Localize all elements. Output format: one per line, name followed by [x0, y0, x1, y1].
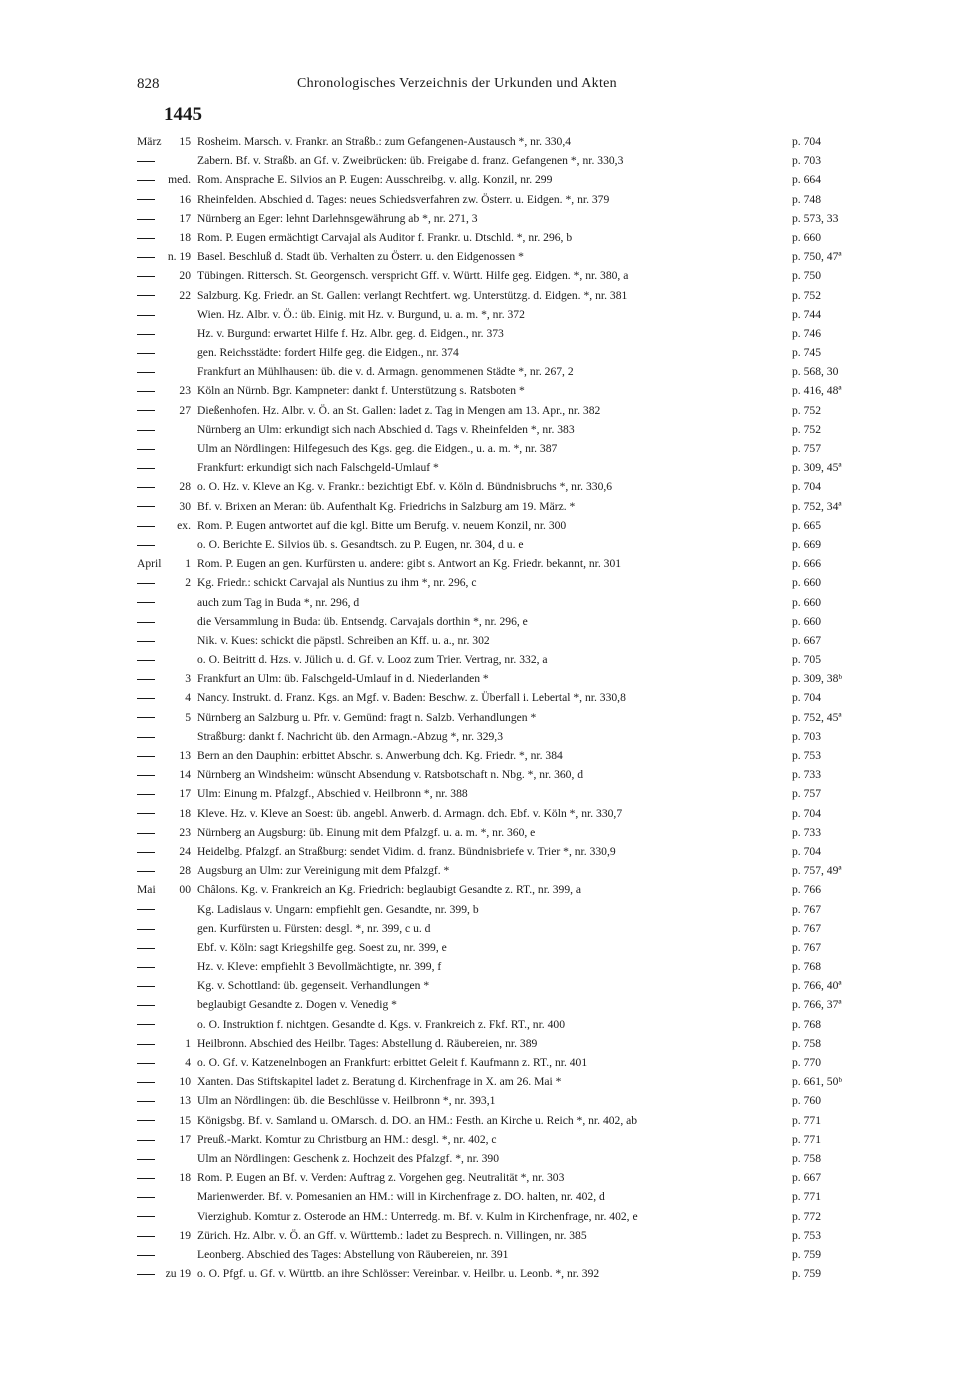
- entry-page-ref: p. 771: [792, 1132, 821, 1146]
- entry-text: Xanten. Das Stiftskapitel ladet z. Beratung d. Kirchenfrage in X. am 26. Mai *: [197, 1075, 562, 1089]
- entry-row: [137, 132, 867, 151]
- entry-page-ref: p. 309, 38ᵇ: [792, 672, 842, 686]
- entry-text: Basel. Beschluß d. Stadt üb. Verhalten zu Österr. u. den Eidgenossen *: [197, 250, 524, 264]
- entry-text: gen. Kurfürsten u. Fürsten: desgl. *, nr. 399, c u. d: [197, 921, 431, 935]
- ditto-mark: [137, 995, 169, 1014]
- ditto-mark: [137, 362, 169, 381]
- entry-row: [137, 324, 867, 343]
- entry-page-ref: p. 748: [792, 192, 821, 206]
- entry-text: Tübingen. Rittersch. St. Georgensch. verspricht Gff. v. Württ. Hilfe geg. Eidgen. *, nr. 380, a: [197, 269, 629, 283]
- entry-row: [137, 362, 867, 381]
- entry-page-ref: p. 757, 49ª: [792, 864, 842, 878]
- entry-row: [137, 401, 867, 420]
- ditto-mark: [137, 976, 169, 995]
- entry-page-ref: p. 746: [792, 326, 821, 340]
- entry-row: [137, 516, 867, 535]
- entry-text: Rom. P. Eugen ermächtigt Carvajal als Auditor f. Frankr. u. Dtschld. *, nr. 296, b: [197, 230, 573, 244]
- entry-page-ref: p. 766, 37ª: [792, 998, 842, 1012]
- entry-row: [137, 669, 867, 688]
- entry-row: [137, 1072, 867, 1091]
- entry-page-ref: p. 704: [792, 691, 821, 705]
- entry-page-ref: p. 703: [792, 154, 821, 168]
- entry-text: Frankfurt an Mühlhausen: üb. die v. d. Armagn. genommenen Städte *, nr. 267, 2: [197, 365, 574, 379]
- ditto-mark: [137, 439, 169, 458]
- entry-row: [137, 573, 867, 592]
- entry-row: [137, 554, 867, 573]
- entry-text: auch zum Tag in Buda *, nr. 296, d: [197, 595, 360, 609]
- entry-page-ref: p. 752: [792, 422, 821, 436]
- entry-page-ref: p. 667: [792, 1171, 821, 1185]
- entry-page-ref: p. 759: [792, 1247, 821, 1261]
- entry-day: 17: [179, 211, 191, 225]
- entry-text: beglaubigt Gesandte z. Dogen v. Venedig *: [197, 998, 397, 1012]
- entry-text: Kg. Ladislaus v. Ungarn: empfiehlt gen. Gesandte, nr. 399, b: [197, 902, 479, 916]
- entry-text: o. O. Gf. v. Katzenelnbogen an Frankfurt: erbittet Geleit f. Kaufmann z. RT., nr. 401: [197, 1056, 588, 1069]
- entry-row: [137, 804, 867, 823]
- entry-row: [137, 458, 867, 477]
- entry-row: [137, 343, 867, 362]
- entry-page-ref: p. 745: [792, 346, 821, 360]
- entry-text: Bf. v. Brixen an Meran: üb. Aufenthalt Kg. Friedrichs in Salzburg am 19. März. *: [197, 499, 576, 513]
- ditto-mark: [137, 324, 169, 343]
- entry-page-ref: p. 704: [792, 135, 821, 148]
- entry-row: [137, 420, 867, 439]
- entry-month: April: [137, 557, 162, 571]
- entry-row: [137, 1207, 867, 1226]
- entry-day: 13: [179, 1094, 191, 1108]
- entry-text: Vierzighub. Komtur z. Osterode an HM.: Unterredg. m. Bf. v. Kulm in Kirchenfrage, nr. 402, e: [197, 1209, 638, 1223]
- entry-text: Rosheim. Marsch. v. Frankr. an Straßb.: zum Gefangenen-Austausch *, nr. 330,4: [197, 135, 572, 148]
- entry-row: [137, 190, 867, 209]
- entry-month: März: [137, 135, 162, 148]
- entry-row: [137, 1264, 867, 1283]
- entry-row: [137, 746, 867, 765]
- entry-row: [137, 1034, 867, 1053]
- entry-page-ref: p. 767: [792, 902, 821, 916]
- entry-day: n. 19: [167, 250, 191, 264]
- entry-day: 18: [179, 806, 191, 820]
- entry-page-ref: p. 766: [792, 883, 821, 897]
- entry-text: Heidelbg. Pfalzgf. an Straßburg: sendet Vidim. d. franz. Bündnisbriefe v. Trier *, nr. 330,9: [197, 844, 616, 858]
- entry-row: [137, 228, 867, 247]
- ditto-mark: [137, 938, 169, 957]
- entry-text: Leonberg. Abschied des Tages: Abstellung von Räubereien, nr. 391: [197, 1247, 509, 1261]
- entry-page-ref: p. 660: [792, 230, 821, 244]
- entry-page-ref: p. 704: [792, 806, 821, 820]
- entry-page-ref: p. 667: [792, 633, 821, 647]
- entry-text: Rheinfelden. Abschied d. Tages: neues Schiedsverfahren zw. Österr. u. Eidgen. *, nr. 379: [197, 192, 610, 206]
- entry-row: [137, 1149, 867, 1168]
- ditto-mark: [137, 727, 169, 746]
- entry-row: [137, 688, 867, 707]
- entry-page-ref: p. 665: [792, 518, 821, 532]
- ditto-mark: [137, 1245, 169, 1264]
- entry-text: Rom. P. Eugen antwortet auf die kgl. Bitte um Berufg. v. neuem Konzil, nr. 300: [197, 518, 567, 532]
- ditto-mark: [137, 343, 169, 362]
- entry-row: [137, 1111, 867, 1130]
- entry-day: ex.: [177, 518, 191, 532]
- entry-page-ref: p. 752, 45ª: [792, 710, 842, 724]
- entry-page-ref: p. 416, 48ª: [792, 384, 842, 398]
- entry-row: [137, 727, 867, 746]
- entry-page-ref: p. 666: [792, 557, 821, 571]
- entry-row: [137, 170, 867, 189]
- entry-text: Königsbg. Bf. v. Samland u. OMarsch. d. DO. an HM.: Festh. an Kirche u. Reich *, nr. 402, ab: [197, 1113, 638, 1127]
- entry-row: [137, 305, 867, 324]
- entry-day: 16: [179, 192, 191, 206]
- entry-text: Ulm an Nördlingen: üb. die Beschlüsse v. Heilbronn *, nr. 393,1: [197, 1094, 496, 1108]
- ditto-mark: [137, 420, 169, 439]
- entry-text: Dießenhofen. Hz. Albr. v. Ö. an St. Gallen: ladet z. Tag in Mengen am 13. Apr., nr. 382: [197, 403, 601, 417]
- entry-day: 4: [185, 691, 191, 705]
- page-header: [137, 76, 817, 98]
- entry-text: Ebf. v. Köln: sagt Kriegshilfe geg. Soest zu, nr. 399, e: [197, 940, 447, 954]
- entry-text: Zürich. Hz. Albr. v. Ö. an Gff. v. Württemb.: ladet zu Besprech. n. Villingen, nr. 385: [197, 1228, 587, 1242]
- entry-text: die Versammlung in Buda: üb. Entsendg. Carvajals dorthin *, nr. 296, e: [197, 614, 528, 628]
- entry-page-ref: p. 767: [792, 921, 821, 935]
- entry-page-ref: p. 309, 45ª: [792, 461, 842, 475]
- entry-row: [137, 381, 867, 400]
- entry-row: [137, 535, 867, 554]
- entry-text: Nürnberg an Windsheim: wünscht Absendung v. Ratsbotschaft n. Nbg. *, nr. 360, d: [197, 768, 584, 782]
- entry-row: [137, 784, 867, 803]
- entry-page-ref: p. 664: [792, 173, 821, 187]
- entry-page-ref: p. 758: [792, 1036, 821, 1050]
- entry-row: [137, 650, 867, 669]
- ditto-mark: [137, 1207, 169, 1226]
- ditto-mark: [137, 535, 169, 554]
- entry-page-ref: p. 733: [792, 768, 821, 782]
- ditto-mark: [137, 458, 169, 477]
- entry-page-ref: p. 768: [792, 960, 821, 974]
- entry-day: med.: [168, 173, 191, 187]
- ditto-mark: [137, 957, 169, 976]
- ditto-mark: [137, 151, 169, 170]
- entry-text: Kg. v. Schottland: üb. gegenseit. Verhandlungen *: [197, 979, 430, 993]
- entry-page-ref: p. 766, 40ª: [792, 979, 842, 993]
- year-heading: 1445: [164, 104, 202, 125]
- page-number: 828: [137, 76, 160, 92]
- entry-day: 23: [179, 384, 191, 398]
- entry-text: o. O. Pfgf. u. Gf. v. Württb. an ihre Schlösser: Vereinbar. v. Heilbr. u. Leonb. *, nr. 392: [197, 1267, 600, 1281]
- entry-page-ref: p. 568, 30: [792, 365, 839, 379]
- entry-text: Wien. Hz. Albr. v. Ö.: üb. Einig. mit Hz. v. Burgund, u. a. m. *, nr. 372: [197, 307, 525, 321]
- entry-text: Salzburg. Kg. Friedr. an St. Gallen: verlangt Rechtfert. wg. Unterstützg. d. Eidgen. *, nr. 381: [197, 288, 628, 302]
- entry-page-ref: p. 771: [792, 1190, 821, 1204]
- entry-page-ref: p. 750, 47ª: [792, 250, 842, 264]
- entry-day: 17: [179, 1132, 191, 1146]
- entry-row: [137, 247, 867, 266]
- entry-row: [137, 1187, 867, 1206]
- entry-row: [137, 880, 867, 899]
- entry-page-ref: p. 744: [792, 307, 821, 321]
- entry-text: Heilbronn. Abschied des Heilbr. Tages: Abstellung d. Räubereien, nr. 389: [197, 1036, 538, 1050]
- entry-day: 3: [185, 672, 191, 686]
- entry-row: [137, 1245, 867, 1264]
- entry-page-ref: p. 752, 34ª: [792, 499, 842, 513]
- entry-text: Rom. P. Eugen an Bf. v. Verden: Auftrag z. Vorgehen geg. Neutralität *, nr. 303: [197, 1171, 565, 1185]
- entry-day: 28: [179, 480, 191, 494]
- entry-month: Mai: [137, 883, 156, 897]
- entry-page-ref: p. 704: [792, 480, 821, 494]
- entry-text: Nürnberg an Augsburg: üb. Einung mit dem Pfalzgf. u. a. m. *, nr. 360, e: [197, 825, 536, 839]
- entry-text: Rom. P. Eugen an gen. Kurfürsten u. andere: gibt s. Antwort an Kg. Friedr. bekannt, nr. 301: [197, 557, 622, 571]
- ditto-mark: [137, 593, 169, 612]
- entry-day: 15: [179, 135, 191, 148]
- entry-day: 19: [179, 1228, 191, 1242]
- entry-page-ref: p. 703: [792, 729, 821, 743]
- entry-row: [137, 439, 867, 458]
- entry-text: Straßburg: dankt f. Nachricht üb. den Armagn.-Abzug *, nr. 329,3: [197, 729, 503, 743]
- entry-page-ref: p. 758: [792, 1151, 821, 1165]
- entry-text: Kg. Friedr.: schickt Carvajal als Nuntius zu ihm *, nr. 296, c: [197, 576, 477, 590]
- entry-day: 24: [179, 844, 191, 858]
- entry-text: Frankfurt: erkundigt sich nach Falschgeld-Umlauf *: [197, 461, 439, 475]
- entry-row: [137, 593, 867, 612]
- entry-row: [137, 765, 867, 784]
- entry-row: [137, 1130, 867, 1149]
- entry-row: [137, 708, 867, 727]
- entry-row: [137, 1226, 867, 1245]
- entry-row: [137, 900, 867, 919]
- entry-row: [137, 1091, 867, 1110]
- entry-text: Nürnberg an Salzburg u. Pfr. v. Gemünd: fragt n. Salzb. Verhandlungen *: [197, 710, 537, 724]
- entry-page-ref: p. 753: [792, 749, 821, 762]
- entry-row: [137, 1053, 867, 1072]
- entry-row: [137, 286, 867, 305]
- entry-row: [137, 631, 867, 650]
- entry-row: [137, 477, 867, 496]
- entry-day: 15: [179, 1113, 191, 1127]
- entry-row: [137, 842, 867, 861]
- ditto-mark: [137, 1187, 169, 1206]
- ditto-mark: [137, 1149, 169, 1168]
- entry-text: Bern an den Dauphin: erbittet Abschr. s. Anwerbung dch. Kg. Friedr. *, nr. 384: [197, 749, 563, 762]
- entry-day: 22: [179, 288, 191, 302]
- entry-day: 18: [179, 230, 191, 244]
- entry-day: 2: [185, 576, 191, 590]
- entry-page-ref: p. 705: [792, 653, 821, 667]
- entry-day: 1: [185, 1036, 191, 1050]
- entry-day: 5: [185, 710, 191, 724]
- entry-list: [137, 132, 867, 1283]
- entry-page-ref: p. 660: [792, 595, 821, 609]
- entry-row: [137, 957, 867, 976]
- entry-text: o. O. Berichte E. Silvios üb. s. Gesandtsch. zu P. Eugen, nr. 304, d u. e: [197, 537, 524, 551]
- entry-day: 18: [179, 1171, 191, 1185]
- entry-day: 30: [179, 499, 191, 513]
- entry-page-ref: p. 733: [792, 825, 821, 839]
- entry-day: 1: [185, 557, 191, 571]
- entry-text: Köln an Nürnb. Bgr. Kampneter: dankt f. Unterstützung s. Ratsboten *: [197, 384, 525, 398]
- entry-row: [137, 497, 867, 516]
- entry-page-ref: p. 753: [792, 1228, 821, 1242]
- entry-text: Ulm an Nördlingen: Hilfegesuch des Kgs. geg. die Eidgen., u. a. m. *, nr. 387: [197, 442, 558, 455]
- entry-page-ref: p. 573, 33: [792, 211, 839, 225]
- entry-text: Hz. v. Kleve: empfiehlt 3 Bevollmächtigte, nr. 399, f: [197, 960, 442, 974]
- entry-day: 13: [179, 749, 191, 762]
- entry-page-ref: p. 767: [792, 940, 821, 954]
- entry-text: Châlons. Kg. v. Frankreich an Kg. Friedrich: beglaubigt Gesandte z. RT., nr. 399, a: [197, 883, 582, 897]
- entry-page-ref: p. 750: [792, 269, 821, 283]
- running-title: Chronologisches Verzeichnis der Urkunden und Akten: [297, 76, 617, 91]
- ditto-mark: [137, 900, 169, 919]
- ditto-mark: [137, 919, 169, 938]
- entry-page-ref: p. 757: [792, 787, 821, 801]
- entry-row: [137, 1015, 867, 1034]
- ditto-mark: [137, 650, 169, 669]
- ditto-mark: [137, 1015, 169, 1034]
- entry-page-ref: p. 771: [792, 1113, 821, 1127]
- entry-page-ref: p. 768: [792, 1017, 821, 1031]
- entry-row: [137, 976, 867, 995]
- entry-row: [137, 938, 867, 957]
- entry-day: 10: [179, 1075, 191, 1089]
- entry-text: Frankfurt an Ulm: üb. Falschgeld-Umlauf in d. Niederlanden *: [197, 672, 489, 686]
- entry-day: 4: [185, 1056, 191, 1069]
- entry-page-ref: p. 752: [792, 288, 821, 302]
- entry-page-ref: p. 661, 50ᵇ: [792, 1075, 842, 1089]
- entry-text: Nürnberg an Eger: lehnt Darlehnsgewährung ab *, nr. 271, 3: [197, 211, 478, 225]
- entry-text: Zabern. Bf. v. Straßb. an Gf. v. Zweibrücken: üb. Freigabe d. franz. Gefangenen *, nr. 330,3: [197, 154, 624, 168]
- entry-page-ref: p. 757: [792, 442, 821, 455]
- entry-row: [137, 266, 867, 285]
- entry-row: [137, 861, 867, 880]
- entry-text: Ulm: Einung m. Pfalzgf., Abschied v. Heilbronn *, nr. 388: [197, 787, 468, 801]
- entry-page-ref: p. 669: [792, 537, 821, 551]
- entry-text: Nik. v. Kues: schickt die päpstl. Schreiben an Kff. u. a., nr. 302: [197, 633, 490, 647]
- entry-day: 23: [179, 825, 191, 839]
- entry-page-ref: p. 772: [792, 1209, 821, 1223]
- entry-page-ref: p. 704: [792, 844, 821, 858]
- entry-row: [137, 1168, 867, 1187]
- entry-row: [137, 209, 867, 228]
- entry-page-ref: p. 660: [792, 576, 821, 590]
- entry-row: [137, 919, 867, 938]
- entry-text: o. O. Hz. v. Kleve an Kg. v. Frankr.: bezichtigt Ebf. v. Köln d. Bündnisbruchs *, nr. 330,6: [197, 480, 613, 494]
- entry-day: 20: [179, 269, 191, 283]
- entry-row: [137, 823, 867, 842]
- entry-text: o. O. Beitritt d. Hzs. v. Jülich u. d. Gf. v. Looz zum Trier. Vertrag, nr. 332, a: [197, 653, 548, 667]
- entry-text: Augsburg an Ulm: zur Vereinigung mit dem Pfalzgf. *: [197, 864, 450, 878]
- entry-day: 27: [179, 403, 191, 417]
- entry-page-ref: p. 752: [792, 403, 821, 417]
- entry-text: Nancy. Instrukt. d. Franz. Kgs. an Mgf. v. Baden: Beschw. z. Überfall i. Lebertal *, nr. 330,8: [197, 691, 626, 705]
- ditto-mark: [137, 631, 169, 650]
- ditto-mark: [137, 612, 169, 631]
- entry-text: gen. Reichsstädte: fordert Hilfe geg. die Eidgen., nr. 374: [197, 346, 459, 360]
- entry-day: 14: [179, 768, 191, 782]
- entry-page-ref: p. 770: [792, 1056, 821, 1069]
- entry-text: Kleve. Hz. v. Kleve an Soest: üb. angebl. Anwerb. d. Armagn. dch. Ebf. v. Köln *, nr. 330,7: [197, 806, 623, 820]
- entry-row: [137, 612, 867, 631]
- entry-text: Ulm an Nördlingen: Geschenk z. Hochzeit des Pfalzgf. *, nr. 390: [197, 1151, 500, 1165]
- entry-day: zu 19: [165, 1267, 191, 1281]
- entry-page-ref: p. 760: [792, 1094, 821, 1108]
- entry-row: [137, 151, 867, 170]
- entry-text: Hz. v. Burgund: erwartet Hilfe f. Hz. Albr. geg. d. Eidgen., nr. 373: [197, 326, 504, 340]
- entry-day: 17: [179, 787, 191, 801]
- ditto-mark: [137, 305, 169, 324]
- entry-text: Rom. Ansprache E. Silvios an P. Eugen: Ausschreibg. v. allg. Konzil, nr. 299: [197, 173, 553, 187]
- entry-row: [137, 995, 867, 1014]
- entry-day: 28: [179, 864, 191, 878]
- entry-page-ref: p. 660: [792, 614, 821, 628]
- entry-day: 00: [179, 883, 191, 897]
- entry-text: Nürnberg an Ulm: erkundigt sich nach Abschied d. Tags v. Rheinfelden *, nr. 383: [197, 422, 575, 436]
- entry-text: Marienwerder. Bf. v. Pomesanien an HM.: will in Kirchenfrage z. DO. halten, nr. 402, d: [197, 1190, 605, 1204]
- entry-page-ref: p. 759: [792, 1267, 821, 1281]
- entry-text: Preuß.-Markt. Komtur zu Christburg an HM.: desgl. *, nr. 402, c: [197, 1132, 497, 1146]
- entry-text: o. O. Instruktion f. nichtgen. Gesandte d. Kgs. v. Frankreich z. Fkf. RT., nr. 400: [197, 1017, 565, 1031]
